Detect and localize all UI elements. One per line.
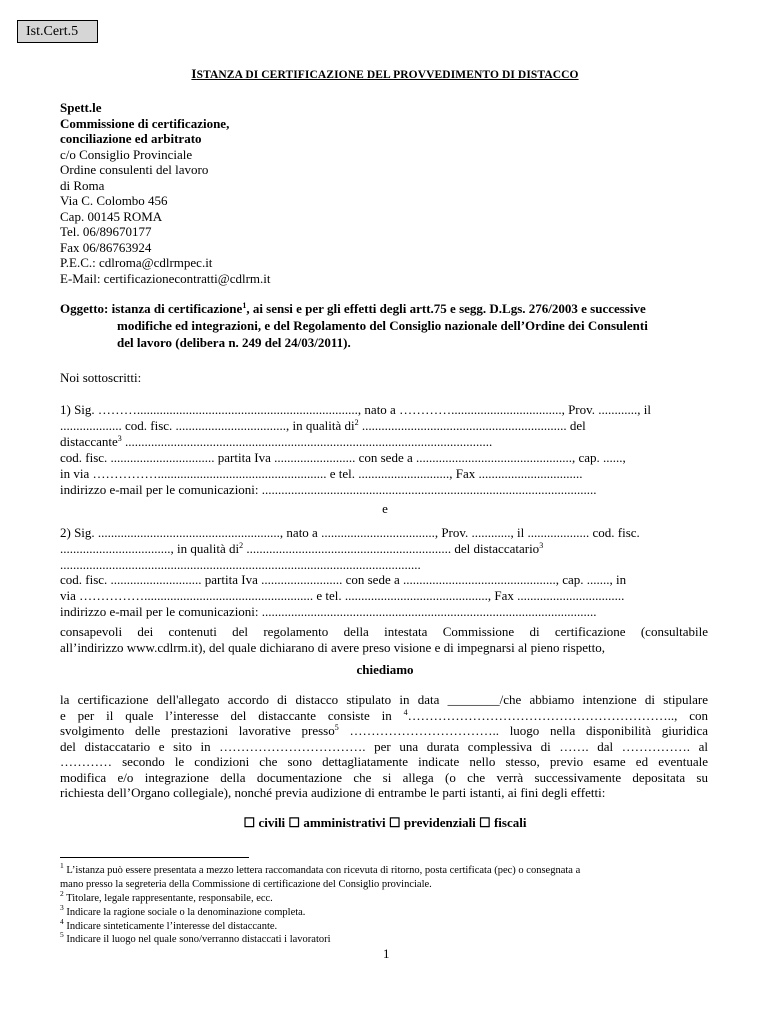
- footnote-2: [60, 889, 273, 906]
- footnote-1: [60, 861, 581, 878]
- paragraph-line: [60, 723, 708, 739]
- party1-fiscal-line: [60, 418, 586, 434]
- footnote-ref: 5: [334, 723, 339, 732]
- option-previdenziali-label: previdenziali: [403, 815, 476, 830]
- footnote-text: Indicare sinteticamente l’interesse del distaccante.: [63, 921, 278, 932]
- address-line: conciliazione ed arbitrato: [60, 131, 202, 146]
- checkbox-previdenziali[interactable]: ☐: [388, 815, 401, 830]
- footnote-ref: 3: [539, 541, 544, 550]
- address-line: Cap. 00145 ROMA: [60, 208, 163, 224]
- paragraph-line: la certificazione dell'allegato accordo di distacco stipulato in data ________/che abbiamo intenzione di stipulare: [60, 692, 708, 707]
- effects-options: [0, 815, 770, 831]
- paragraph-line: modifica e/o integrazione della documentazione che si allega (o che verrà successivamente depositata su: [60, 769, 708, 785]
- footnote-1-cont: mano presso la segreteria della Commissione di certificazione del Consiglio provinciale.: [60, 879, 432, 890]
- address-line: Fax 06/86763924: [60, 239, 152, 255]
- checkbox-fiscali[interactable]: ☐: [479, 815, 491, 830]
- address-line: Ordine consulenti del lavoro: [60, 162, 209, 177]
- paragraph-text: …………………………………………………….., con: [407, 707, 708, 723]
- paragraph-line: [60, 708, 708, 724]
- party2-text: ............................................................... del distaccatario: [243, 541, 540, 556]
- party2-text: .................................., in qualità di: [60, 541, 240, 556]
- paragraph-text: svolgimento delle prestazioni lavorative presso: [60, 723, 335, 738]
- footnote-ref: 2: [354, 418, 359, 427]
- footnote-5: [60, 930, 331, 947]
- footnote-ref: 4: [403, 707, 408, 717]
- checkbox-amministrativi[interactable]: ☐: [288, 815, 301, 830]
- subject-text: modifiche ed integrazioni, e del Regolamento del Consiglio nazionale dell’Ordine dei Consulenti: [117, 318, 648, 333]
- party2-street-line: via …………….................................................... e tel. ............................................, Fax .................................: [60, 588, 625, 603]
- subject-paragraph: [60, 300, 710, 351]
- option-amministrativi-label: amministrativi: [303, 815, 386, 830]
- conjunction: e: [382, 501, 388, 516]
- footnote-number: 2: [60, 889, 64, 898]
- paragraph-line: consapevoli dei contenuti del regolamento della intestata Commissione di certificazione (consultabile: [60, 624, 708, 639]
- recipient-address: [60, 100, 271, 286]
- party2-role-line: [60, 541, 543, 557]
- footnote-number: 3: [60, 903, 64, 912]
- address-line: P.E.C.: cdlroma@cdlrmpec.it: [60, 255, 213, 270]
- address-line: Spett.le: [60, 100, 102, 115]
- intro-text: Noi sottoscritti:: [60, 370, 142, 385]
- request-paragraph: [60, 692, 708, 801]
- subject-text: Oggetto: istanza di certificazione: [60, 301, 243, 316]
- subject-text: del lavoro (delibera n. 249 del 24/03/2011).: [117, 335, 351, 350]
- party1-text: .................................................................................................................: [121, 434, 493, 449]
- address-line: Tel. 06/89670177: [60, 224, 152, 239]
- party2-email-line: indirizzo e-mail per le comunicazioni: .......................................................................................................: [60, 604, 597, 619]
- party1-text: distaccante: [60, 434, 118, 449]
- party1-seat-line: cod. fisc. ................................ partita Iva ......................... con sede a ................................................, cap. ......,: [60, 450, 626, 465]
- party1-role-line: [60, 434, 492, 450]
- subject-text: , ai sensi e per gli effetti degli artt.75 e segg. D.Lgs. 276/2003 e successive: [246, 301, 646, 316]
- footnote-divider: [60, 857, 249, 858]
- footnote-ref: 1: [242, 301, 247, 310]
- footnote-text: Indicare la ragione sociale o la denominazione completa.: [63, 907, 306, 918]
- party2-seat-line: cod. fisc. ............................ partita Iva ......................... con sede a ..............................................., cap. ......., in: [60, 572, 627, 587]
- footnote-ref: 3: [117, 434, 122, 443]
- party1-text: ............................................................... del: [358, 418, 586, 433]
- option-civili-label: civili: [258, 815, 286, 830]
- option-fiscali-label: fiscali: [493, 815, 527, 830]
- footnote-number: 4: [60, 917, 64, 926]
- address-line: E-Mail: certificazionecontratti@cdlrm.it: [60, 270, 271, 286]
- address-line: Via C. Colombo 456: [60, 193, 168, 208]
- footnote-text: Titolare, legale rappresentante, responsabile, ecc.: [63, 893, 273, 904]
- page-number: 1: [383, 946, 390, 961]
- paragraph-line: richiesta dell’Organo collegiale), nonché previa audizione di entrambe le parti istanti, ai fini degli effetti:: [60, 785, 606, 800]
- party2-name-line: 2) Sig. ........................................................, nato a ..................................., Prov. ............, il ................... cod. fisc.: [60, 525, 640, 540]
- address-line: c/o Consiglio Provinciale: [60, 146, 193, 162]
- checkbox-civili[interactable]: ☐: [243, 815, 256, 830]
- paragraph-line: all’indirizzo www.cdlrm.it), del quale dichiarano di avere preso visione e di impegnarsi al pieno rispetto,: [60, 639, 605, 655]
- party2-blank-line: ...............................................................................................................: [60, 557, 421, 572]
- chiediamo-heading: chiediamo: [356, 662, 414, 677]
- footnote-3: [60, 903, 306, 920]
- party1-email-line: indirizzo e-mail per le comunicazioni: .......................................................................................................: [60, 482, 597, 497]
- party1-street-line: in via …………….................................................... e tel. ............................, Fax ................................: [60, 466, 583, 481]
- address-line: Commissione di certificazione,: [60, 115, 230, 131]
- footnote-number: 5: [60, 930, 64, 939]
- address-line: di Roma: [60, 177, 105, 193]
- party1-text: ................... cod. fisc. .................................., in qualità di: [60, 418, 355, 433]
- footnote-4: [60, 917, 278, 934]
- document-title: ISTANZA DI CERTIFICAZIONE DEL PROVVEDIMENTO DI DISTACCO: [191, 66, 579, 81]
- paragraph-text: …………………………….. luogo nella disponibilità giuridica: [338, 723, 708, 738]
- footnote-text: L’istanza può essere presentata a mezzo lettera raccomandata con ricevuta di ritorno, posta certificata (pec) o consegnata a: [63, 865, 581, 876]
- paragraph-text: e per il quale l’interesse del distaccante consiste in: [60, 707, 392, 723]
- footnote-text: Indicare il luogo nel quale sono/verranno distaccati i lavoratori: [63, 934, 331, 945]
- consapevoli-paragraph: [60, 624, 708, 655]
- certificate-code-label: Ist.Cert.5: [17, 20, 98, 43]
- paragraph-line: ………… secondo le condizioni che sono dettagliatamente indicate nello stesso, previo esame ed eventuale: [60, 754, 708, 769]
- party1-name-line: 1) Sig. ………...................................................................., nato a ………….................................., Prov. ............, il: [60, 402, 652, 417]
- paragraph-line: del distaccatario e sito in ……………………………. per una durata complessiva di ……. dal ……………. al: [60, 738, 708, 754]
- footnote-number: 1: [60, 861, 64, 870]
- footnote-ref: 2: [239, 541, 244, 550]
